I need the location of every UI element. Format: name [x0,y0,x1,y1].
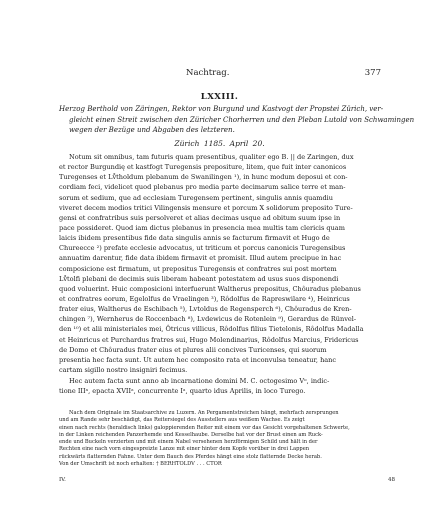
running-head [46,68,381,80]
text-line: Lv̊tolfi plebani de decimis suis liberam habeant potestatem ad usus suos disponendi [59,274,339,283]
text-line: tione IIIᵃ, epacta XVIIᵃ, concurrente Iᵃ, quarto idus Aprilis, in loco Turego. [59,386,306,395]
text-line: pace possideret. Quod iam dictus plebanus in presencia mea multis tam clericis quam [59,223,345,232]
footer-page-mark: 48 [388,477,395,483]
page-footer [59,477,395,485]
text-line: den ¹⁰) et alii ministeriales mei, Ôtricus villicus, Rôdolfus filius Tietelonis, Rôdolfus Madalla [59,325,364,334]
text-line: et Heinricus et Purchardus fratres sui, Hugo Molendinarius, Rôdolfus Marcius, Fridericus [59,335,359,344]
text-line: viveret decem modios tritici Vilingensis mensure et porcum X solidorum preposito Ture- [59,203,353,212]
text-line: et confratres eorum, Egelolfus de Vraelingen ³), Rôdolfus de Rapreswilare ⁴), Heinricus [59,294,350,303]
charter-text [59,152,395,396]
source-notes [59,410,395,468]
note-line: in der Linken reichenden Panzerhemde und Kesselhaube. Derselbe hat vor der Brust einen am Ruck- [59,431,323,438]
note-line: Von der Umschrift ist noch erhalten: † BERHTOLDV . . . CTOR [59,461,222,468]
page-number: 377 [364,68,381,78]
text-line: sorum et sedium, que ad ecclesiam Turegensem pertinent, singulis annis quamdiu [59,193,333,202]
text-line: Chureecce ²) prefate ecclesie advocatus, ut triticum et porcus canonicis Turegensibus [59,244,346,253]
document-summary [59,104,415,136]
text-line: Notum sit omnibus, tam futuris quam presentibus, qualiter ego B. || de Zaringen, dux [69,153,354,161]
text-line: Turegenses et Lv̊tholdum plebanum de Swanilingen ¹), in hunc modum deposui et con- [59,173,348,182]
summary-line: wegen der Bezüge und Abgaben des letzteren. [69,126,235,134]
text-line: annuatim darentur, fide data ibidem firmavit et promisit. Illud autem precipue in hac [59,254,342,263]
running-head-title: Nachtrag. [186,68,230,78]
text-line: gensi et confratribus suis persolveret et alias decimas usque ad obitum suum ipse in [59,213,341,222]
note-line: Rechten eine nach vorn eingespreizte Lanze mit einer hinter dem Kopfe vorüber in drei Lappen [59,446,310,453]
text-line: chingen ⁷), Wernherus de Roccenbach ⁸), Lvdewicus de Rotenlein ⁹), Gerardus de Rünvel- [59,315,357,324]
note-line: ende und Buckeln verzierten und mit einem Nabel versehenen herzförmigen Schild und hält in der [59,439,318,446]
summary-line: Herzog Berthold von Zäringen, Rektor von Burgund und Kastvogt der Propstei Zürich, ver- [59,105,384,113]
text-line: Hec autem facta sunt anno ab incarnatione domini M. C. octogesimo Vᵒ, indic- [69,376,330,385]
note-line: rückwärts flatternden Fahne. Unter dem Bauch des Pferdes hängt eine stolz flatternde Decke herab. [59,453,322,460]
text-line: cordiam feci, videlicet quod plebanus pro media parte decimarum salice terre et man- [59,183,346,192]
note-line: Nach dem Originale im Staatsarchive zu Luzern. An Pergamentstreichen hängt, mehrfach zersprungen [69,410,339,416]
summary-line: gleicht einen Streit zwischen den Züricher Chorherren und den Pleban Lutold von Schwamingen [69,115,415,124]
text-line: presentia hec facta sunt. Ut autem hec composito rata et inconvulsa teneatur, hanc [59,355,337,364]
text-line: composicione est firmatum, ut prepositus Turegensis et confratres sui post mortem [59,264,337,273]
text-line: laicis ibidem presentibus fide data singulis annis se facturum firmavit et Hugo de [59,234,330,243]
signature-mark: IV. [59,477,66,483]
text-line: de Domo et Chôuradus frater eius et plures alii concives Turicenses, qui suorum [59,345,327,354]
dateline: Zürich 1185. April 20. [174,139,265,148]
text-line: frater eius, Waltherus de Eschibach ⁵), Lvtoldus de Regensperch ⁶), Chôuradus de Kren- [59,305,352,314]
document-number: LXXIII. [200,92,239,102]
note-line: einen nach rechts (heraldisch links) galoppierenden Reiter mit einem vor das Gesicht vorgehaltenen Schwerte, [59,424,350,431]
note-line: und am Rande sehr beschädigt, das Reitersiegel des Ausstellers aus weißem Wachse. Es zeigt [59,417,305,424]
text-line: et rector Burgundię et kastfogt Turegensis prepositure, litem, que fuit inter canonicos [59,163,347,172]
text-line: quod voluerint. Huic composicioni interfuerunt Waltherus prepositus, Chôuradus plebanus [59,284,361,293]
text-line: cartam sigillo nostro insigniri fecimus. [59,365,188,374]
